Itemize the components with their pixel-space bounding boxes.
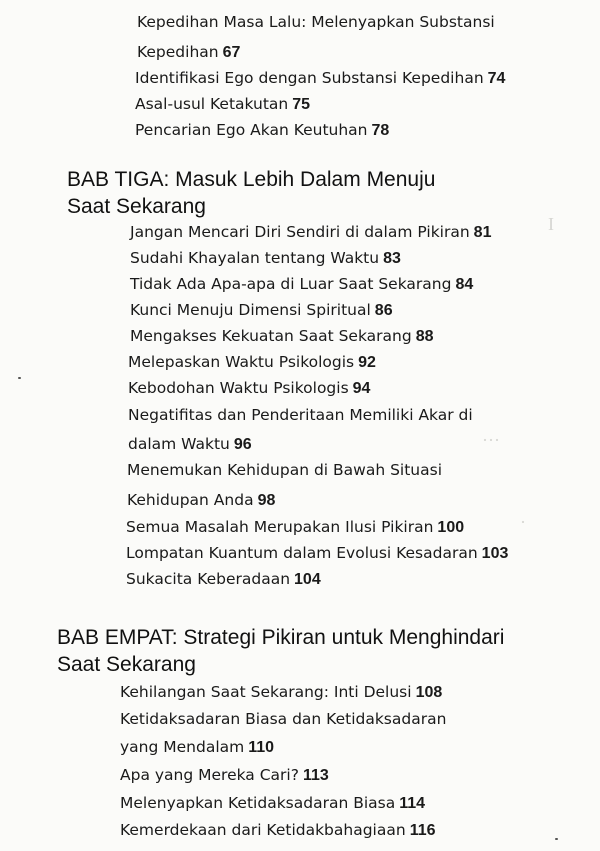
toc-entry xyxy=(137,42,240,63)
toc-entry-title: Sukacita Keberadaan xyxy=(126,570,291,588)
toc-entry xyxy=(126,543,508,564)
toc-entry-title: Sudahi Khayalan tentang Waktu xyxy=(130,249,380,267)
toc-entry-title: Tidak Ada Apa-apa di Luar Saat Sekarang xyxy=(130,275,452,293)
toc-entry-title: Kebodohan Waktu Psikologis xyxy=(128,379,349,397)
toc-entry-title: Melenyapkan Ketidaksadaran Biasa xyxy=(120,794,396,812)
toc-entry-title: Ketidaksadaran Biasa dan Ketidaksadaran xyxy=(120,710,447,728)
toc-entry-title: Kehidupan Anda xyxy=(127,491,254,509)
toc-entry xyxy=(135,94,310,115)
toc-entry-page: 100 xyxy=(437,519,465,536)
toc-entry-title: Melepaskan Waktu Psikologis xyxy=(128,353,355,371)
toc-entry-title: dalam Waktu xyxy=(128,435,230,453)
toc-entry xyxy=(130,248,401,269)
toc-entry-title: Menemukan Kehidupan di Bawah Situasi xyxy=(127,461,443,479)
toc-entry-page: 103 xyxy=(481,545,509,562)
scan-speck xyxy=(18,377,21,379)
toc-entry xyxy=(128,352,376,373)
show-through-mark: ··· xyxy=(482,430,500,450)
toc-entry-page: 104 xyxy=(294,571,321,588)
toc-entry-title: Kepedihan xyxy=(137,43,219,61)
toc-entry xyxy=(135,120,389,141)
show-through-mark: I xyxy=(548,214,554,234)
toc-entry-title: Kepedihan Masa Lalu: Melenyapkan Substansi xyxy=(137,13,495,31)
toc-entry-page: 81 xyxy=(473,224,492,241)
toc-entry-page: 92 xyxy=(358,354,376,371)
toc-entry-page: 94 xyxy=(352,380,371,397)
toc-entry-page: 96 xyxy=(233,436,252,453)
toc-entry xyxy=(126,569,321,590)
toc-entry-page: 75 xyxy=(292,96,311,113)
chapter-heading-bab-empat: BAB EMPAT: Strategi Pikiran untuk Menghindari xyxy=(57,626,505,649)
toc-entry-title: Semua Masalah Merupakan Ilusi Pikiran xyxy=(126,518,434,536)
toc-entry xyxy=(130,300,393,321)
toc-entry xyxy=(135,68,505,89)
chapter-heading-bab-empat-cont: Saat Sekarang xyxy=(57,653,196,676)
toc-entry xyxy=(120,682,442,703)
toc-entry-title: yang Mendalam xyxy=(120,738,245,756)
toc-entry xyxy=(120,709,450,730)
scan-speck xyxy=(555,838,558,840)
toc-entry xyxy=(137,12,499,33)
toc-entry xyxy=(128,405,477,426)
toc-entry-page: 86 xyxy=(374,302,393,319)
toc-entry-title: Asal-usul Ketakutan xyxy=(135,95,289,113)
toc-entry-page: 74 xyxy=(487,70,506,87)
toc-entry-title: Apa yang Mereka Cari? xyxy=(120,766,299,784)
toc-entry-page: 113 xyxy=(302,767,329,784)
toc-entry-title: Kehilangan Saat Sekarang: Inti Delusi xyxy=(120,683,412,701)
toc-entry-title: Mengakses Kekuatan Saat Sekarang xyxy=(130,327,412,345)
toc-entry-page: 78 xyxy=(371,122,390,139)
show-through-mark: · xyxy=(520,512,526,532)
toc-entry-title: Lompatan Kuantum dalam Evolusi Kesadaran xyxy=(126,544,478,562)
toc-entry xyxy=(127,460,446,481)
toc-entry xyxy=(130,326,433,347)
toc-entry-page: 88 xyxy=(415,328,434,345)
toc-entry-page: 83 xyxy=(383,250,401,267)
toc-entry-page: 98 xyxy=(257,492,276,509)
toc-entry xyxy=(126,517,464,538)
toc-entry-title: Identifikasi Ego dengan Substansi Kepedihan xyxy=(135,69,484,87)
toc-entry-page: 108 xyxy=(415,684,443,701)
toc-entry-title: Kunci Menuju Dimensi Spiritual xyxy=(130,301,371,319)
toc-entry xyxy=(120,793,425,814)
toc-entry xyxy=(130,222,491,243)
toc-entry xyxy=(130,274,473,295)
toc-entry xyxy=(128,378,370,399)
toc-entry xyxy=(128,434,252,455)
toc-entry xyxy=(120,765,329,786)
toc-entry xyxy=(120,820,436,841)
toc-entry-page: 110 xyxy=(248,739,275,756)
toc-entry-title: Jangan Mencari Diri Sendiri di dalam Pikiran xyxy=(130,223,470,241)
toc-entry-page: 114 xyxy=(399,795,426,812)
toc-entry xyxy=(127,490,275,511)
toc-entry-title: Negatifitas dan Penderitaan Memiliki Akar di xyxy=(128,406,473,424)
chapter-heading-bab-tiga-cont: Saat Sekarang xyxy=(67,195,206,218)
chapter-heading-bab-tiga: BAB TIGA: Masuk Lebih Dalam Menuju xyxy=(67,168,436,191)
toc-entry-page: 116 xyxy=(409,822,436,839)
toc-entry-title: Pencarian Ego Akan Keutuhan xyxy=(135,121,368,139)
toc-entry-title: Kemerdekaan dari Ketidakbahagiaan xyxy=(120,821,406,839)
toc-entry-page: 67 xyxy=(222,44,241,61)
toc-entry xyxy=(120,737,274,758)
toc-entry-page: 84 xyxy=(455,276,474,293)
